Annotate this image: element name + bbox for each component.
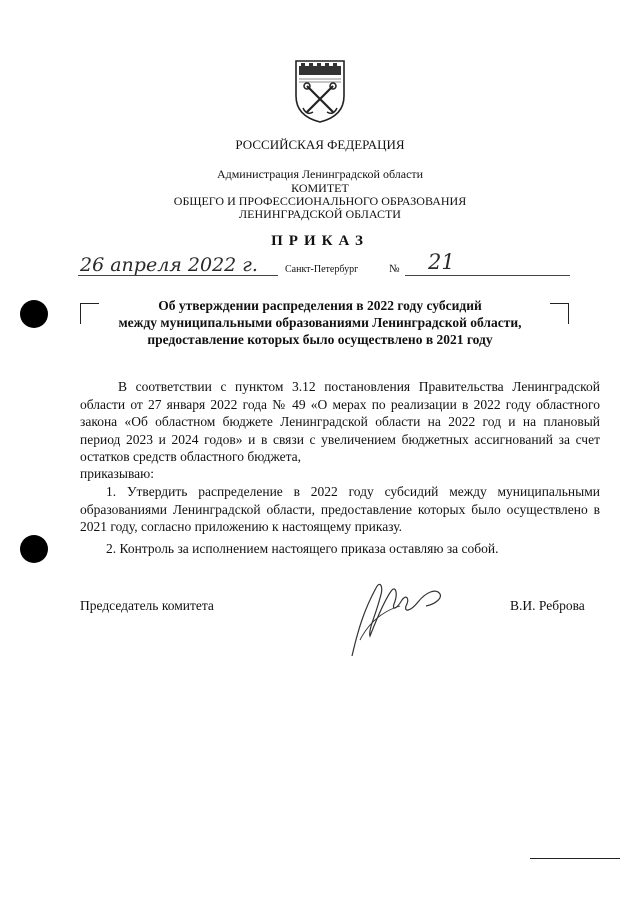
- order-word: приказываю:: [80, 466, 154, 481]
- signer-name: В.И. Реброва: [510, 598, 585, 613]
- punch-hole-bottom: [20, 535, 48, 563]
- document-type-title: ПРИКАЗ: [271, 233, 369, 249]
- footer-rule: [530, 858, 620, 859]
- punch-hole-top: [20, 300, 48, 328]
- date-underline: [78, 275, 278, 276]
- order-item-1: 1. Утвердить распределение в 2022 году субсидий между муниципальными образованиями Ленинградской области, предоставление которых было осуществлено в 2021 году, согласно приложению к настоящему приказу.: [80, 484, 600, 534]
- administration-name: Администрация Ленинградской области: [216, 167, 424, 181]
- committee-word: КОМИТЕТ: [291, 181, 349, 195]
- committee-name-line1: ОБЩЕГО И ПРОФЕССИОНАЛЬНОГО ОБРАЗОВАНИЯ: [173, 194, 467, 208]
- order-item-2: 2. Контроль за исполнением настоящего приказа оставляю за собой.: [106, 541, 499, 556]
- number-underline: [405, 275, 570, 276]
- handwritten-signature: [340, 570, 450, 660]
- preamble-paragraph: В соответствии с пунктом 3.12 постановления Правительства Ленинградской области от 27 января 2022 года № 49 «О мерах по реализации в 2022 году областного закона «Об областном бюджете Ленинградской области на 2022 год и на плановый период 2023 и 2024 годов» и в связи с увеличением бюджетных ассигнований за счет остатков средств областного бюджета,: [80, 379, 600, 464]
- subject-bracket-right: [550, 303, 569, 324]
- city-name: Санкт-Петербург: [285, 264, 359, 275]
- number-symbol: №: [389, 263, 400, 275]
- subject-line2: между муниципальными образованиями Ленинградской области,: [118, 315, 522, 330]
- subject-line1: Об утверждении распределения в 2022 году субсидий: [158, 298, 482, 313]
- country-heading: РОССИЙСКАЯ ФЕДЕРАЦИЯ: [235, 137, 405, 152]
- subject-line3: предоставление которых было осуществлено в 2021 году: [147, 332, 493, 347]
- signer-position: Председатель комитета: [80, 598, 214, 613]
- document-date: 26 апреля 2022 г.: [80, 254, 258, 276]
- coat-of-arms-emblem: [293, 58, 347, 124]
- document-number: 21: [428, 250, 455, 274]
- committee-name-line2: ЛЕНИНГРАДСКОЙ ОБЛАСТИ: [239, 207, 401, 221]
